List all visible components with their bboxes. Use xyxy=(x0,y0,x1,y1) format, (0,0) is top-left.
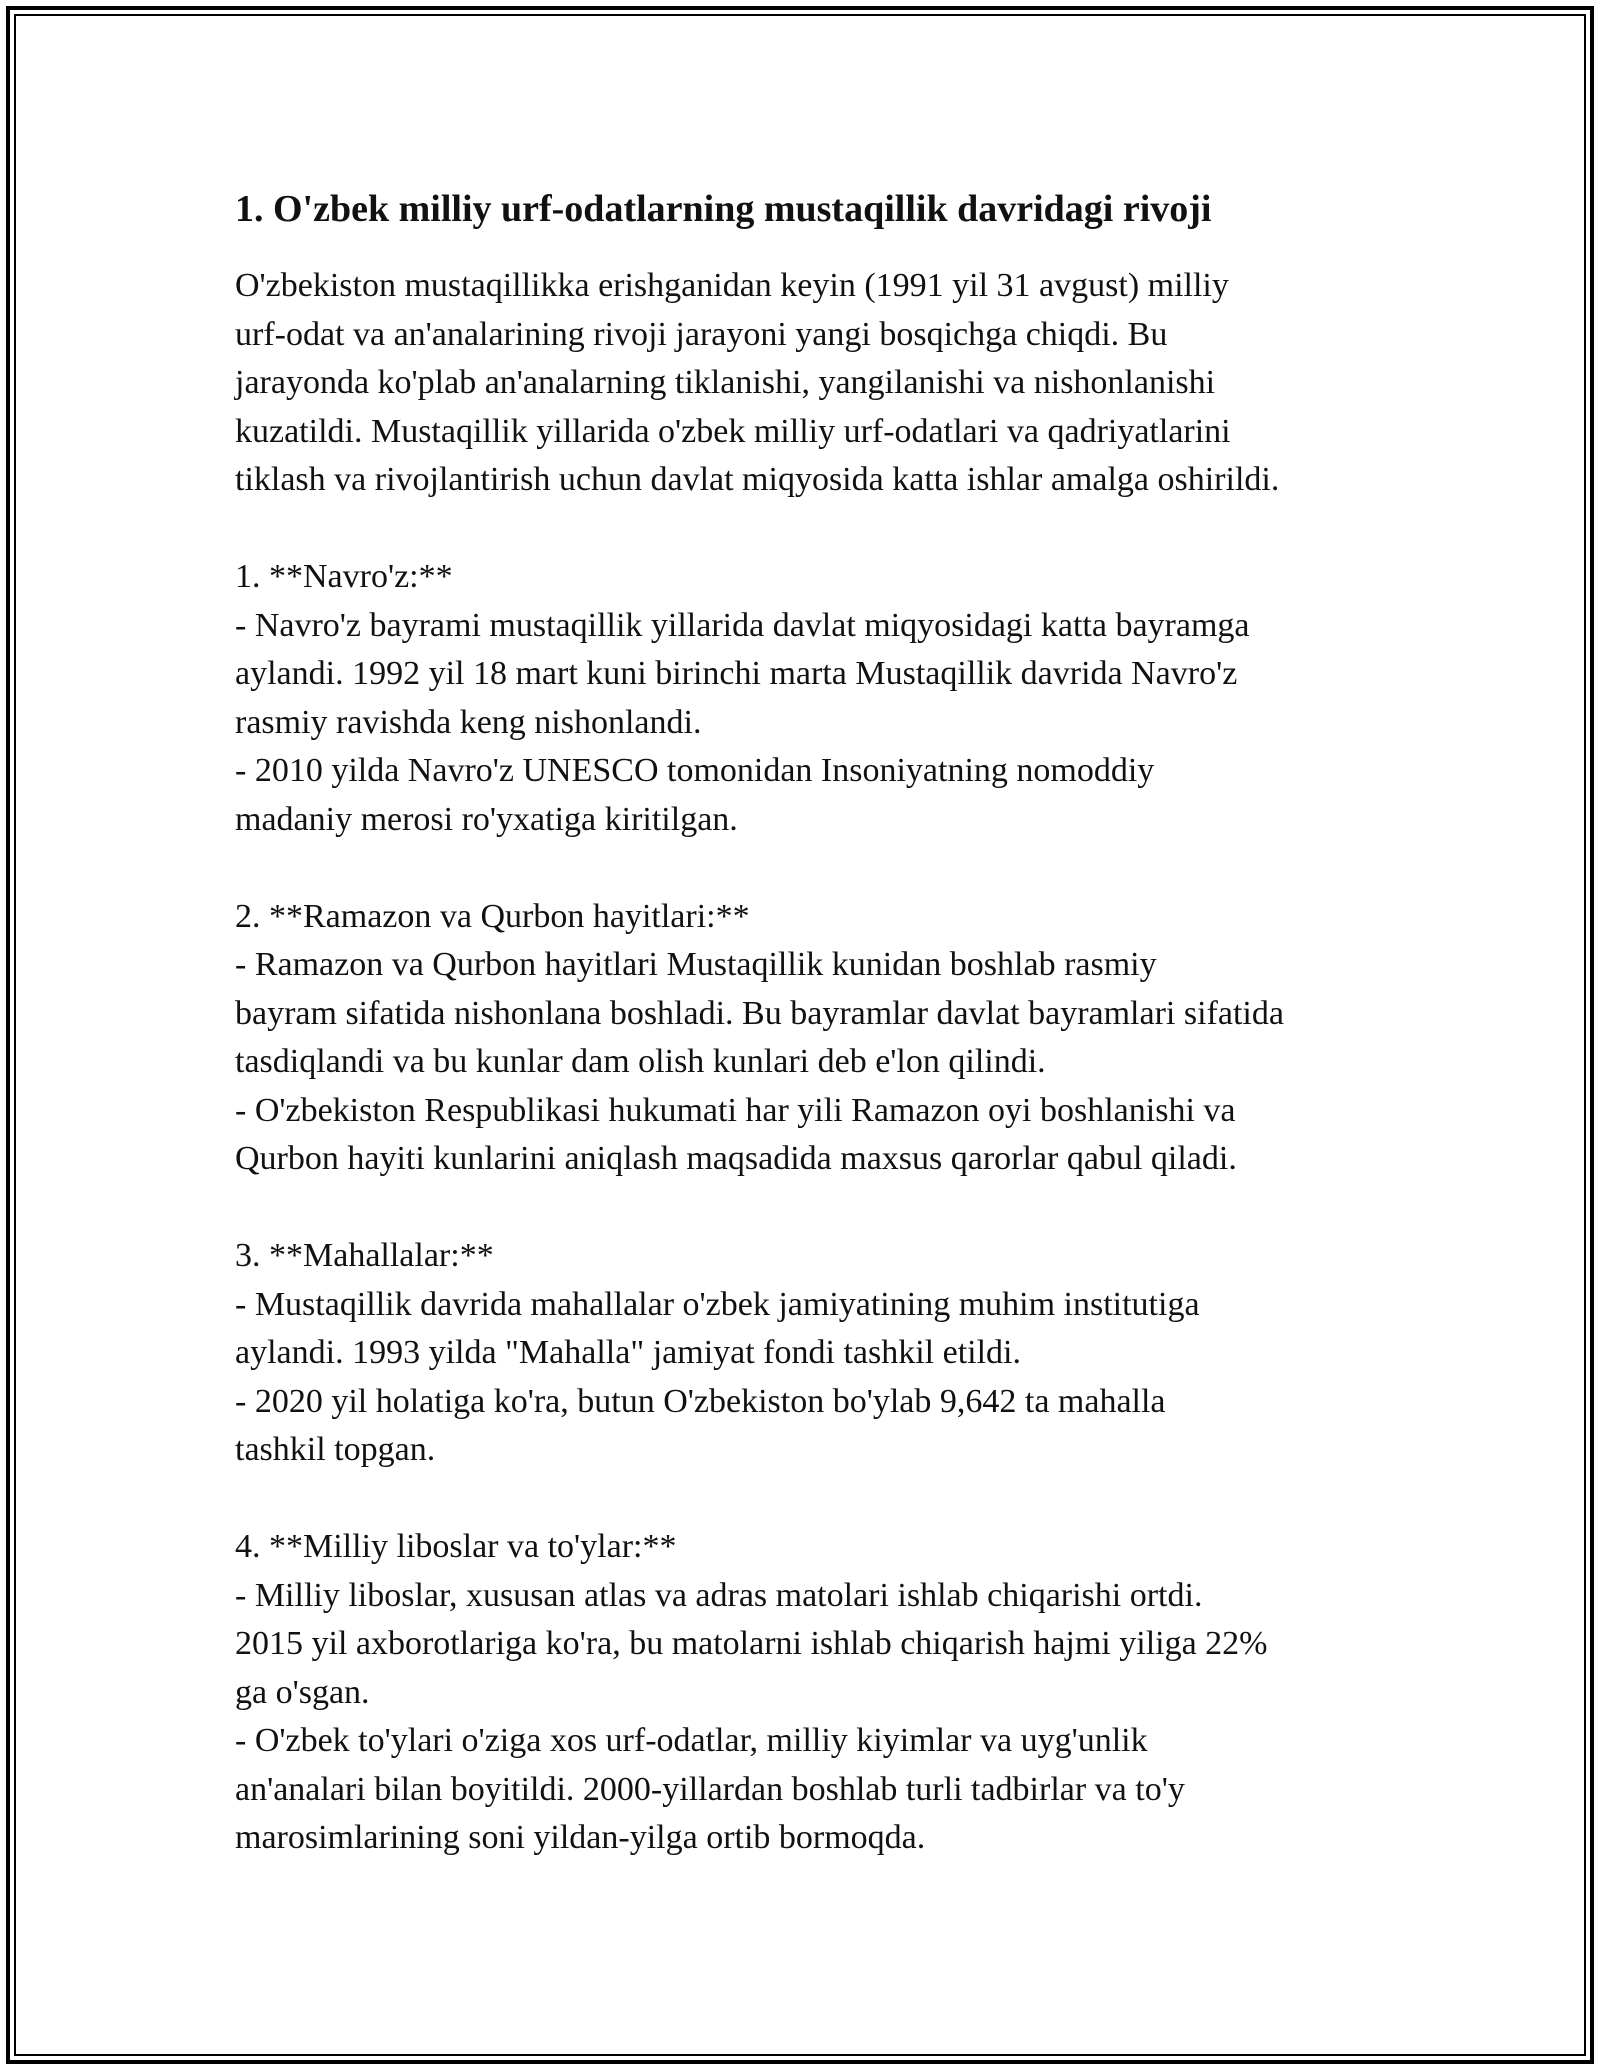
section-item: - Mustaqillik davrida mahallalar o'zbek jamiyatining muhim institutiga aylandi. 1993 yilda "Mahalla" jamiyat fondi tashkil etildi. xyxy=(235,1285,1200,1371)
section-item: - Milliy liboslar, xususan atlas va adras matolari ishlab chiqarishi ortdi. 2015 yil axborotlariga ko'ra, bu matolarni ishlab chiqarish hajmi yiliga 22% ga o'sgan. xyxy=(235,1576,1268,1711)
section-hayitlar xyxy=(235,893,1375,1184)
section-liboslar xyxy=(235,1523,1375,1863)
intro-paragraph: O'zbekiston mustaqillikka erishganidan keyin (1991 yil 31 avgust) milliy urf-odat va an'analarining rivoji jarayoni yangi bosqichga chiqdi. Bu jarayonda ko'plab an'analarning tiklanishi, yangilanishi va nishonlanishi kuzatildi. Mustaqillik yillarida o'zbek milliy urf-odatlari va qadriyatlarini tiklash va rivojlantirish uchun davlat miqyosida katta ishlar amalga oshirildi. xyxy=(235,267,1280,498)
section-heading: 3. **Mahallalar:** xyxy=(235,1237,494,1274)
section-item: - O'zbek to'ylari o'ziga xos urf-odatlar, milliy kiyimlar va uyg'unlik an'analari bilan boyitildi. 2000-yillardan boshlab turli tadbirlar va to'y marosimlarining soni yildan-yilga ortib bormoqda. xyxy=(235,1722,1185,1856)
section-mahallalar xyxy=(235,1232,1375,1475)
document-body xyxy=(235,186,1375,1863)
section-item: - 2010 yilda Navro'z UNESCO tomonidan Insoniyatning nomoddiy madaniy merosi ro'yxatiga kiritilgan. xyxy=(235,752,1155,838)
section-heading: 1. **Navro'z:** xyxy=(235,558,453,595)
section-heading: 4. **Milliy liboslar va to'ylar:** xyxy=(235,1528,677,1565)
document-title: 1. O'zbek milliy urf-odatlarning mustaqillik davridagi rivoji xyxy=(235,188,1212,230)
section-item: - 2020 yil holatiga ko'ra, butun O'zbekiston bo'ylab 9,642 ta mahalla tashkil topgan. xyxy=(235,1382,1166,1468)
section-item: - O'zbekiston Respublikasi hukumati har yili Ramazon oyi boshlanishi va Qurbon hayiti kunlarini aniqlash maqsadida maxsus qarorlar qabul qiladi. xyxy=(235,1091,1237,1177)
section-heading: 2. **Ramazon va Qurbon hayitlari:** xyxy=(235,897,750,935)
section-navroz xyxy=(235,553,1375,844)
section-item: - Navro'z bayrami mustaqillik yillarida davlat miqyosidagi katta bayramga aylandi. 1992 yil 18 mart kuni birinchi marta Mustaqillik davrida Navro'z rasmiy ravishda keng nishonlandi. xyxy=(235,606,1250,741)
section-item: - Ramazon va Qurbon hayitlari Mustaqillik kunidan boshlab rasmiy bayram sifatida nishonlana boshladi. Bu bayramlar davlat bayramlari sifatida tasdiqlandi va bu kunlar dam olish kunlari deb e'lon qilindi. xyxy=(235,946,1284,1080)
